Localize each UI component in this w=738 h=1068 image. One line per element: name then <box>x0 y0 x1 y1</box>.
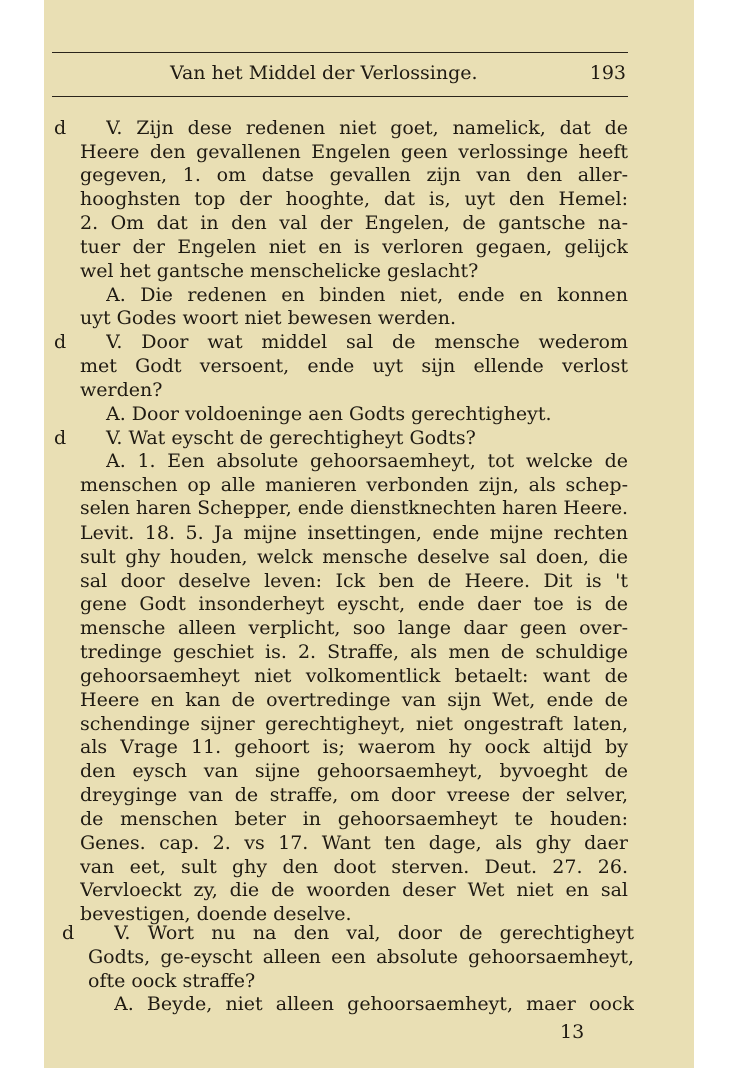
text-line: gene Godt insonderheyt eyscht, ende daer toe is de <box>80 593 628 615</box>
text-line: Vervloeckt zy, die de woorden deser Wet niet en sal <box>80 879 628 901</box>
text-line: mensche alleen verplicht, soo lange daar geen over- <box>80 617 628 639</box>
text-line: selen haren Schepper, ende dienstknechten haren Heere. <box>80 498 628 519</box>
text-line: V. Zijn dese redenen niet goet, namelick, dat de <box>106 117 628 139</box>
text-line: als Vrage 11. gehoort is; waerom hy oock altijd by <box>80 736 628 758</box>
text-line: wel het gantsche menschelicke geslacht? <box>80 260 479 282</box>
text-line: ofte oock straffe? <box>88 970 256 992</box>
text-line: A. Beyde, niet alleen gehoorsaemheyt, maer oock <box>114 993 634 1015</box>
margin-mark: d <box>62 922 75 944</box>
text-line: gegeven, 1. om datse gevallen zijn van den aller- <box>80 164 628 186</box>
header-title: Van het Middel der Verlossinge. <box>170 62 478 84</box>
margin-mark: d <box>54 117 67 139</box>
page-number: 193 <box>589 62 626 84</box>
text-line: den eysch van sijne gehoorsaemheyt, byvoeght de <box>80 760 628 782</box>
text-line: Levit. 18. 5. Ja mijne insettingen, ende mijne rechten <box>80 522 628 544</box>
text-line: A. 1. Een absolute gehoorsaemheyt, tot welcke de <box>106 450 628 472</box>
text-line: sult ghy houden, welck mensche deselve sal doen, die <box>80 546 628 568</box>
text-line: 2. Om dat in den val der Engelen, de gantsche na- <box>80 212 628 234</box>
text-line: tredinge geschiet is. 2. Straffe, als men de schuldige <box>80 641 628 663</box>
text-line: gehoorsaemheyt niet volkomentlick betaelt: want de <box>80 665 628 687</box>
text-line: met Godt versoent, ende uyt sijn ellende verlost <box>80 355 628 377</box>
text-line: de menschen beter in gehoorsaemheyt te houden: <box>80 808 628 830</box>
text-line: A. Die redenen en binden niet, ende en konnen <box>106 284 628 306</box>
text-line: menschen op alle manieren verbonden zijn, als schep- <box>80 474 628 496</box>
text-line: sal door deselve leven: Ick ben de Heere. Dit is 't <box>80 570 628 592</box>
text-line: hooghsten top der hooghte, dat is, uyt den Hemel: <box>80 188 628 210</box>
text-line: bevestigen, doende deselve. <box>80 903 352 925</box>
text-line: Heere den gevallenen Engelen geen verlossinge heeft <box>80 141 628 163</box>
text-line: Godts, ge-eyscht alleen een absolute gehoorsaemheyt, <box>88 946 634 968</box>
margin-mark: d <box>54 427 67 449</box>
text-line: Heere en kan de overtredinge van sijn Wet, ende de <box>80 689 628 711</box>
text-line: van eet, sult ghy den doot sterven. Deut. 27. 26. <box>80 856 628 878</box>
text-line: V. Door wat middel sal de mensche wederom <box>106 331 628 353</box>
signature-mark: 13 <box>560 1021 585 1043</box>
text-line: schendinge sijner gerechtigheyt, niet ongestraft laten, <box>80 713 628 735</box>
text-line: A. Door voldoeninge aen Godts gerechtigheyt. <box>106 403 552 425</box>
text-line: uyt Godes woort niet bewesen werden. <box>80 307 457 329</box>
text-line: werden? <box>80 379 163 401</box>
margin-mark: d <box>54 331 67 353</box>
text-line: tuer der Engelen niet en is verloren gegaen, gelijck <box>80 236 628 258</box>
text-line: Genes. cap. 2. vs 17. Want ten dage, als ghy daer <box>80 832 628 854</box>
text-line: V. Wort nu na den val, door de gerechtigheyt <box>114 922 634 944</box>
text-line: V. Wat eyscht de gerechtigheyt Godts? <box>106 427 476 449</box>
text-line: dreyginge van de straffe, om door vreese der selver, <box>80 784 628 806</box>
